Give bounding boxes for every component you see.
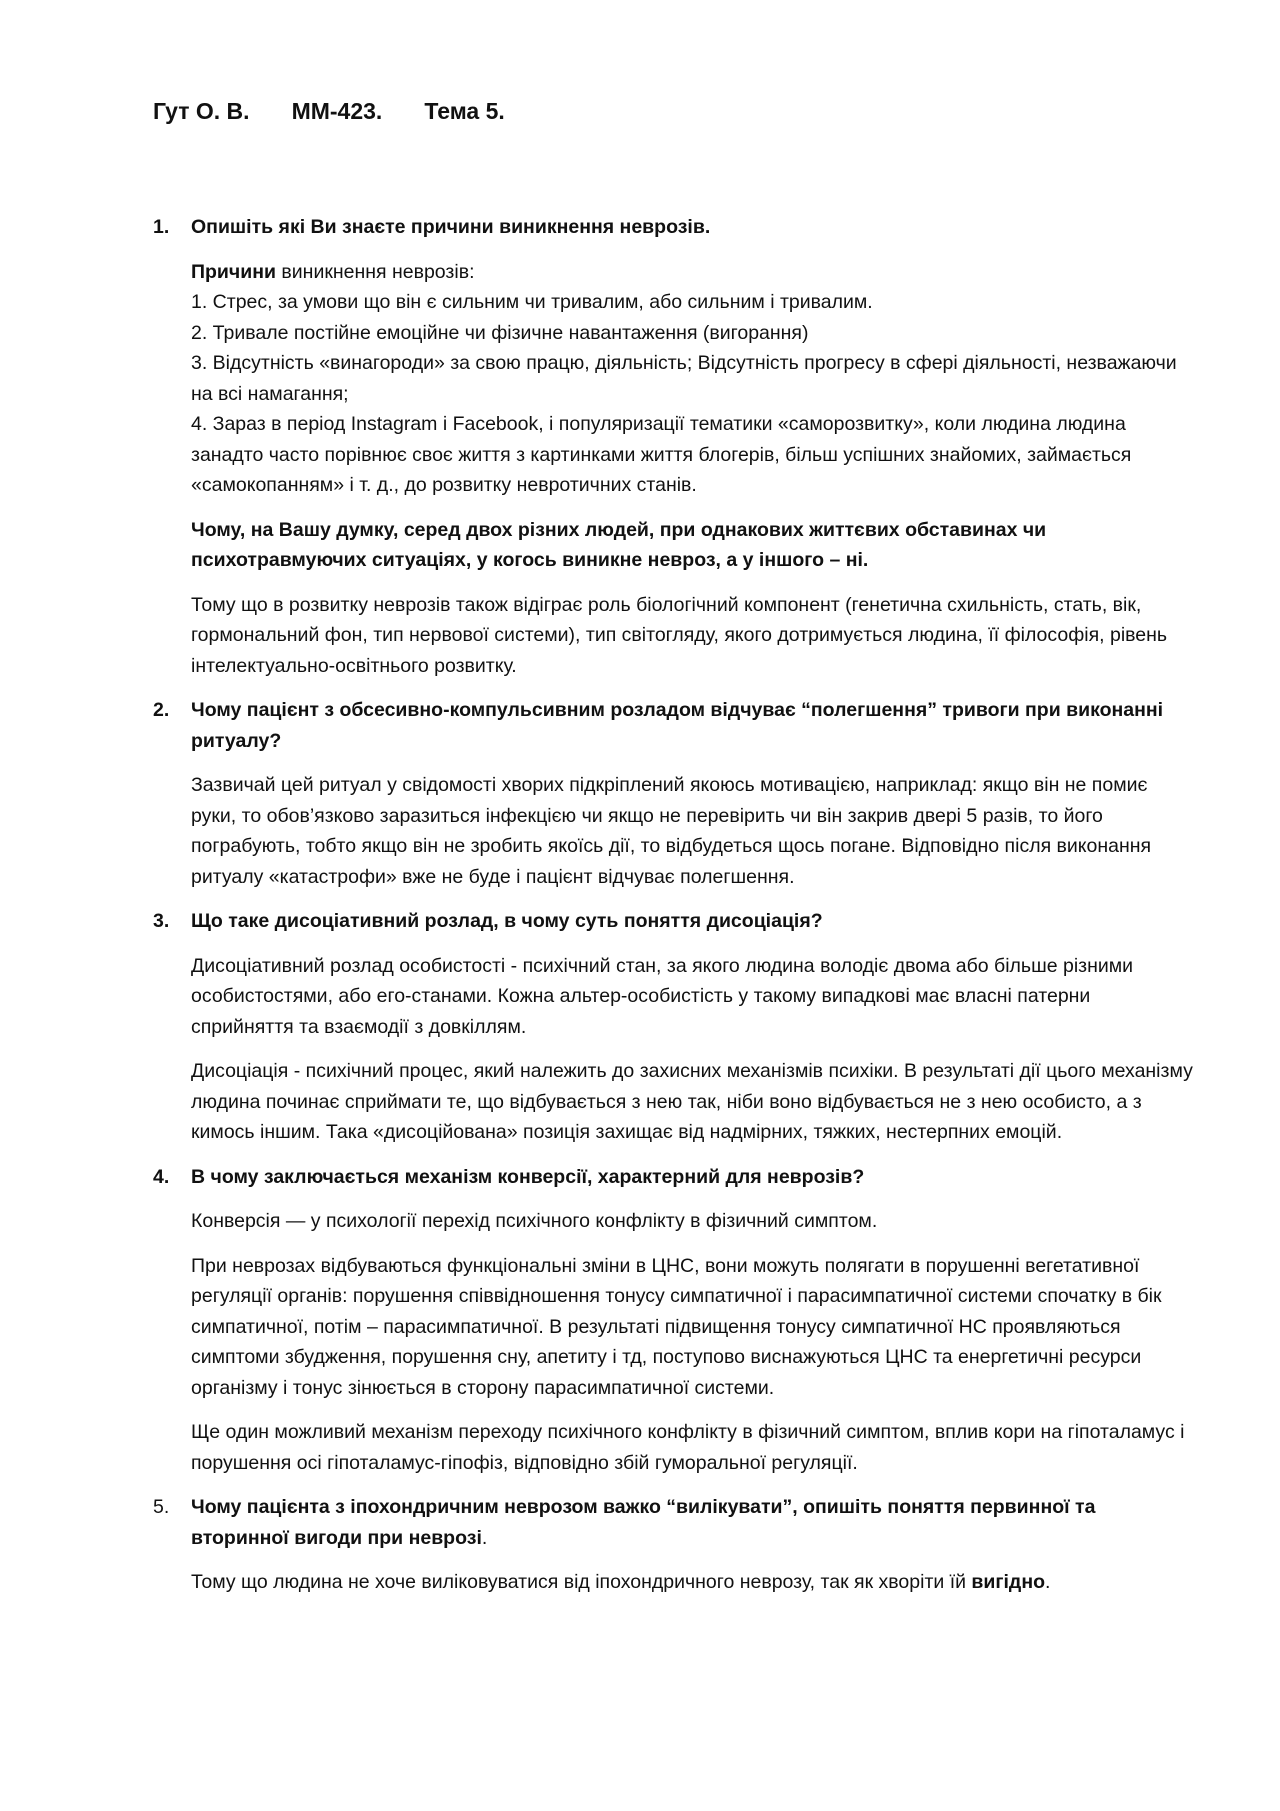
answer-bold: вигідно xyxy=(971,1571,1046,1593)
cause-item: 1. Стрес, за умови що він є сильним чи тривалим, або сильним і тривалим. xyxy=(191,291,873,313)
question-4 xyxy=(153,1162,1193,1193)
causes-heading xyxy=(191,257,1193,288)
question-number: 5. xyxy=(153,1496,170,1518)
question-3 xyxy=(153,906,1193,937)
group-code: ММ-423. xyxy=(291,98,383,124)
answer-text: Зазвичай цей ритуал у свідомості хворих підкріплений якоюсь мотивацією, наприклад: якщо він не помиє руки, то обов’язково заразиться інфекцією чи якщо не перевірить чи він закрив двері 5 разів, то його пограбують, тобто якщо він не зробить якоїсь дії, то відбудеться щось погане. Відповідно після виконання ритуалу «катастрофи» вже не буде і пацієнт відчуває полегшення. xyxy=(191,774,1152,888)
question-5 xyxy=(153,1492,1193,1553)
question-end: . xyxy=(481,1526,488,1549)
question-text: Чому пацієнт з обсесивно-компульсивним розладом відчуває “полегшення” тривоги при виконанні ритуалу? xyxy=(191,699,1164,752)
subquestion-1 xyxy=(191,515,1193,576)
cause-item: 3. Відсутність «винагороди» за свою працю, діяльність; Відсутність прогресу в сфері діяльності, незважаючи на всі намагання; xyxy=(191,352,1177,405)
answer-post: . xyxy=(1045,1571,1051,1593)
question-number: 1. xyxy=(153,216,170,238)
question-number: 3. xyxy=(153,910,170,932)
answer-4c xyxy=(191,1417,1193,1478)
answer-text: Дисоціація - психічний процес, який належить до захисних механізмів психіки. В результаті дії цього механізму людина починає сприймати те, що відбувається з нею так, ніби воно відбувається не з нею особисто, а з кимось іншим. Така «дисоційована» позиція захищає від надмірних, тяжких, нестерпних емоцій. xyxy=(191,1060,1193,1143)
topic-title: Тема 5. xyxy=(424,98,505,124)
question-number: 4. xyxy=(153,1165,170,1188)
cause-item: 4. Зараз в період Instagram і Facebook, і популяризації тематики «саморозвитку», коли людина людина занадто часто порівнює своє життя з картинками життя блогерів, більш успішних знайомих, займається «самокопанням» і т. д., до розвитку невротичних станів. xyxy=(191,413,1132,496)
causes-heading-bold: Причини xyxy=(191,260,276,283)
answer-text: Тому що в розвитку неврозів також відіграє роль біологічний компонент (генетична схильність, стать, вік, гормональний фон, тип нервової системи), тип світогляду, якого дотримується людина, її філософія, рівень інтелектуально-освітнього розвитку. xyxy=(191,593,1168,677)
cause-item: 2. Тривале постійне емоційне чи фізичне навантаження (вигорання) xyxy=(191,321,809,344)
question-text: В чому заключається механізм конверсії, характерний для неврозів? xyxy=(191,1165,865,1188)
question-number: 2. xyxy=(153,699,170,721)
document-body xyxy=(153,198,1193,1598)
answer-text xyxy=(191,1567,1193,1598)
question-text: Що таке дисоціативний розлад, в чому суть поняття дисоціація? xyxy=(191,910,823,932)
question-1 xyxy=(153,212,1193,243)
causes-heading-rest: виникнення неврозів: xyxy=(276,260,475,283)
answer-4a xyxy=(191,1206,1193,1237)
answer-3b xyxy=(191,1056,1193,1148)
subquestion-text: Чому, на Вашу думку, серед двох різних людей, при однакових життєвих обставинах чи психотравмуючих ситуаціях, у когось виникне невроз, а у іншого – ні. xyxy=(191,518,1047,571)
answer-5 xyxy=(191,1567,1193,1598)
question-text: Чому пацієнта з іпохондричним неврозом важко “вилікувати”, опишіть поняття первинної та вторинної вигоди при неврозі xyxy=(191,1496,1096,1549)
answer-3a xyxy=(191,951,1193,1043)
question-2 xyxy=(153,695,1193,756)
answer-text: Конверсія — у психології перехід психічного конфлікту в фізичний симптом. xyxy=(191,1210,878,1232)
answer-2 xyxy=(191,770,1193,892)
answer-4b xyxy=(191,1251,1193,1404)
answer-text: При неврозах відбуваються функціональні зміни в ЦНС, вони можуть полягати в порушенні вегетативної регуляції органів: порушення співвідношення тонусу симпатичної і парасимпатичної системи спочатку в бік симпатичної, потім – парасимпатичної. В результаті підвищення тонусу симпатичної НС проявляються симптоми збудження, порушення сну, апетиту і тд, поступово виснажуються ЦНС та енергетичні ресурси організму і тонус зінюється в сторону парасимпатичної системи. xyxy=(191,1254,1162,1399)
answer-1 xyxy=(191,257,1193,501)
question-text: Опишіть які Ви знаєте причини виникнення неврозів. xyxy=(191,216,711,238)
author-name: Гут О. В. xyxy=(153,98,250,124)
answer-text: Ще один можливий механізм переходу психічного конфлікту в фізичний симптом, вплив кори на гіпоталамус і порушення осі гіпоталамус-гіпофіз, відповідно збій гуморальної регуляції. xyxy=(191,1421,1185,1474)
question-text-wrap xyxy=(191,1492,1193,1553)
document-header xyxy=(153,98,547,125)
subanswer-1 xyxy=(191,590,1193,682)
answer-text: Дисоціативний розлад особистості - психічний стан, за якого людина володіє двома або більше різними особистостями, або его-станами. Кожна альтер-особистість у такому випадкові має власні патерни сприйняття та взаємодії з довкіллям. xyxy=(191,954,1134,1038)
answer-pre: Тому що людина не хоче виліковуватися від іпохондричного неврозу, так як хворіти їй xyxy=(191,1571,972,1593)
